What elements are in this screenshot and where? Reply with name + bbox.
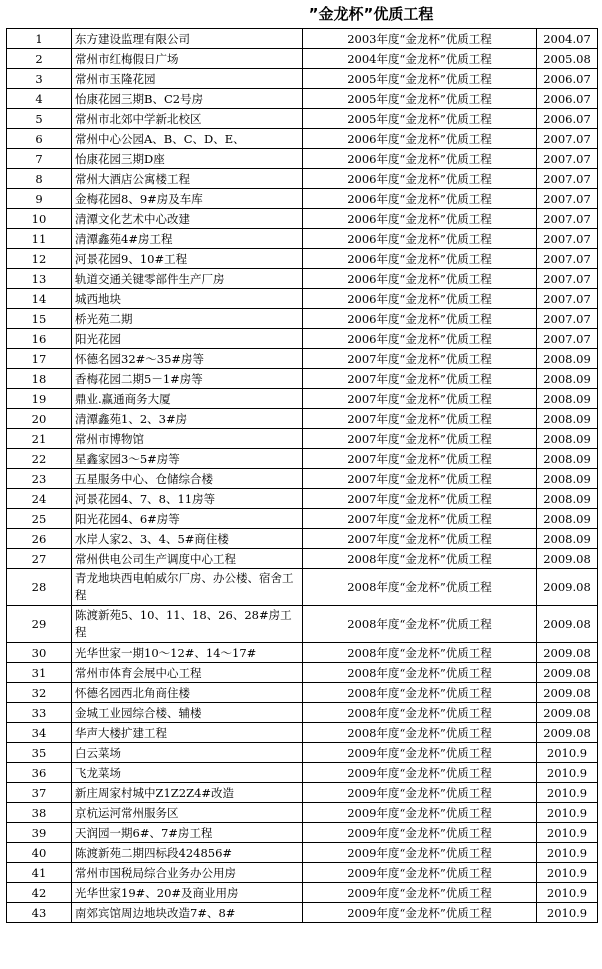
table-row <box>7 449 598 469</box>
table-row <box>7 69 598 89</box>
award-cell: 2008年度“金龙杯”优质工程 <box>303 703 537 723</box>
date-cell: 2007.07 <box>537 329 598 349</box>
award-cell: 2005年度“金龙杯”优质工程 <box>303 69 537 89</box>
row-number-cell: 3 <box>7 69 72 89</box>
row-number-cell: 21 <box>7 429 72 449</box>
table-row <box>7 189 598 209</box>
row-number-cell: 25 <box>7 509 72 529</box>
date-cell: 2009.08 <box>537 703 598 723</box>
date-cell: 2007.07 <box>537 309 598 329</box>
project-name-cell: 五星服务中心、仓储综合楼 <box>72 469 303 489</box>
table-row <box>7 529 598 549</box>
project-name-cell: 怡康花园三期B、C2号房 <box>72 89 303 109</box>
award-cell: 2009年度“金龙杯”优质工程 <box>303 823 537 843</box>
project-name-cell: 常州中心公园A、B、C、D、E、 <box>72 129 303 149</box>
award-cell: 2006年度“金龙杯”优质工程 <box>303 289 537 309</box>
row-number-cell: 33 <box>7 703 72 723</box>
award-cell: 2009年度“金龙杯”优质工程 <box>303 743 537 763</box>
project-name-cell: 京杭运河常州服务区 <box>72 803 303 823</box>
row-number-cell: 15 <box>7 309 72 329</box>
row-number-cell: 42 <box>7 883 72 903</box>
project-name-cell: 清潭文化艺术中心改建 <box>72 209 303 229</box>
award-cell: 2006年度“金龙杯”优质工程 <box>303 209 537 229</box>
row-number-cell: 9 <box>7 189 72 209</box>
table-row <box>7 843 598 863</box>
project-name-cell: 东方建设监理有限公司 <box>72 29 303 49</box>
project-name-cell: 城西地块 <box>72 289 303 309</box>
row-number-cell: 16 <box>7 329 72 349</box>
date-cell: 2004.07 <box>537 29 598 49</box>
date-cell: 2007.07 <box>537 169 598 189</box>
date-cell: 2008.09 <box>537 409 598 429</box>
award-table-body <box>7 29 598 923</box>
row-number-cell: 38 <box>7 803 72 823</box>
table-row <box>7 743 598 763</box>
date-cell: 2010.9 <box>537 843 598 863</box>
table-row <box>7 369 598 389</box>
table-row <box>7 606 598 643</box>
project-name-cell: 陈渡新苑二期四标段424856# <box>72 843 303 863</box>
row-number-cell: 39 <box>7 823 72 843</box>
date-cell: 2010.9 <box>537 883 598 903</box>
row-number-cell: 34 <box>7 723 72 743</box>
date-cell: 2010.9 <box>537 743 598 763</box>
award-cell: 2008年度“金龙杯”优质工程 <box>303 683 537 703</box>
row-number-cell: 28 <box>7 569 72 606</box>
table-row <box>7 269 598 289</box>
award-cell: 2004年度“金龙杯”优质工程 <box>303 49 537 69</box>
project-name-cell: 怀德名园32#～35#房等 <box>72 349 303 369</box>
date-cell: 2007.07 <box>537 209 598 229</box>
table-row <box>7 509 598 529</box>
project-name-cell: 常州市红梅假日广场 <box>72 49 303 69</box>
project-name-cell: 新庄周家村城中Z1Z2Z4#改造 <box>72 783 303 803</box>
date-cell: 2008.09 <box>537 529 598 549</box>
award-cell: 2009年度“金龙杯”优质工程 <box>303 903 537 923</box>
table-row <box>7 469 598 489</box>
row-number-cell: 2 <box>7 49 72 69</box>
table-row <box>7 349 598 369</box>
award-cell: 2007年度“金龙杯”优质工程 <box>303 509 537 529</box>
date-cell: 2008.09 <box>537 489 598 509</box>
row-number-cell: 29 <box>7 606 72 643</box>
award-cell: 2009年度“金龙杯”优质工程 <box>303 763 537 783</box>
award-cell: 2006年度“金龙杯”优质工程 <box>303 309 537 329</box>
row-number-cell: 1 <box>7 29 72 49</box>
award-cell: 2005年度“金龙杯”优质工程 <box>303 109 537 129</box>
award-cell: 2007年度“金龙杯”优质工程 <box>303 349 537 369</box>
date-cell: 2007.07 <box>537 149 598 169</box>
table-row <box>7 643 598 663</box>
table-row <box>7 549 598 569</box>
date-cell: 2007.07 <box>537 289 598 309</box>
table-row <box>7 169 598 189</box>
row-number-cell: 41 <box>7 863 72 883</box>
date-cell: 2009.08 <box>537 663 598 683</box>
project-name-cell: 阳光花园 <box>72 329 303 349</box>
project-name-cell: 桥光苑二期 <box>72 309 303 329</box>
table-row <box>7 289 598 309</box>
project-name-cell: 常州市国税局综合业务办公用房 <box>72 863 303 883</box>
row-number-cell: 6 <box>7 129 72 149</box>
award-cell: 2006年度“金龙杯”优质工程 <box>303 329 537 349</box>
table-row <box>7 783 598 803</box>
project-name-cell: 光华世家一期10～12#、14～17# <box>72 643 303 663</box>
project-name-cell: 青龙地块西电帕威尔厂房、办公楼、宿舍工程 <box>72 569 303 606</box>
project-name-cell: 常州市北郊中学新北校区 <box>72 109 303 129</box>
award-cell: 2007年度“金龙杯”优质工程 <box>303 529 537 549</box>
project-name-cell: 金梅花园8、9#房及车库 <box>72 189 303 209</box>
row-number-cell: 12 <box>7 249 72 269</box>
project-name-cell: 阳光花园4、6#房等 <box>72 509 303 529</box>
award-cell: 2006年度“金龙杯”优质工程 <box>303 149 537 169</box>
project-name-cell: 常州市博物馆 <box>72 429 303 449</box>
date-cell: 2008.09 <box>537 509 598 529</box>
project-name-cell: 白云菜场 <box>72 743 303 763</box>
date-cell: 2009.08 <box>537 606 598 643</box>
project-name-cell: 常州供电公司生产调度中心工程 <box>72 549 303 569</box>
award-cell: 2008年度“金龙杯”优质工程 <box>303 663 537 683</box>
table-row <box>7 489 598 509</box>
row-number-cell: 7 <box>7 149 72 169</box>
table-row <box>7 109 598 129</box>
award-cell: 2006年度“金龙杯”优质工程 <box>303 229 537 249</box>
table-row <box>7 683 598 703</box>
award-cell: 2005年度“金龙杯”优质工程 <box>303 89 537 109</box>
row-number-cell: 23 <box>7 469 72 489</box>
date-cell: 2006.07 <box>537 69 598 89</box>
project-name-cell: 常州市体育会展中心工程 <box>72 663 303 683</box>
project-name-cell: 常州市玉隆花园 <box>72 69 303 89</box>
award-cell: 2009年度“金龙杯”优质工程 <box>303 783 537 803</box>
date-cell: 2010.9 <box>537 823 598 843</box>
table-row <box>7 863 598 883</box>
date-cell: 2007.07 <box>537 189 598 209</box>
date-cell: 2008.09 <box>537 369 598 389</box>
table-row <box>7 409 598 429</box>
date-cell: 2008.09 <box>537 449 598 469</box>
date-cell: 2008.09 <box>537 349 598 369</box>
row-number-cell: 10 <box>7 209 72 229</box>
row-number-cell: 18 <box>7 369 72 389</box>
row-number-cell: 40 <box>7 843 72 863</box>
project-name-cell: 常州大酒店公寓楼工程 <box>72 169 303 189</box>
date-cell: 2010.9 <box>537 903 598 923</box>
row-number-cell: 19 <box>7 389 72 409</box>
date-cell: 2007.07 <box>537 129 598 149</box>
award-cell: 2007年度“金龙杯”优质工程 <box>303 369 537 389</box>
project-name-cell: 清潭鑫苑1、2、3#房 <box>72 409 303 429</box>
date-cell: 2008.09 <box>537 429 598 449</box>
table-row <box>7 429 598 449</box>
award-cell: 2006年度“金龙杯”优质工程 <box>303 169 537 189</box>
project-name-cell: 水岸人家2、3、4、5#商住楼 <box>72 529 303 549</box>
table-row <box>7 723 598 743</box>
date-cell: 2008.09 <box>537 389 598 409</box>
row-number-cell: 30 <box>7 643 72 663</box>
table-row <box>7 209 598 229</box>
award-cell: 2008年度“金龙杯”优质工程 <box>303 723 537 743</box>
row-number-cell: 8 <box>7 169 72 189</box>
row-number-cell: 27 <box>7 549 72 569</box>
project-name-cell: 南郊宾馆周边地块改造7#、8# <box>72 903 303 923</box>
row-number-cell: 17 <box>7 349 72 369</box>
date-cell: 2007.07 <box>537 229 598 249</box>
award-cell: 2008年度“金龙杯”优质工程 <box>303 606 537 643</box>
date-cell: 2008.09 <box>537 469 598 489</box>
award-cell: 2009年度“金龙杯”优质工程 <box>303 883 537 903</box>
date-cell: 2009.08 <box>537 569 598 606</box>
project-name-cell: 陈渡新苑5、10、11、18、26、28#房工程 <box>72 606 303 643</box>
table-row <box>7 663 598 683</box>
row-number-cell: 20 <box>7 409 72 429</box>
award-cell: 2003年度“金龙杯”优质工程 <box>303 29 537 49</box>
project-name-cell: 清潭鑫苑4#房工程 <box>72 229 303 249</box>
project-name-cell: 怡康花园三期D座 <box>72 149 303 169</box>
table-row <box>7 309 598 329</box>
award-table <box>6 28 598 923</box>
award-cell: 2007年度“金龙杯”优质工程 <box>303 409 537 429</box>
row-number-cell: 24 <box>7 489 72 509</box>
date-cell: 2007.07 <box>537 269 598 289</box>
table-row <box>7 229 598 249</box>
project-name-cell: 怀德名园西北角商住楼 <box>72 683 303 703</box>
row-number-cell: 14 <box>7 289 72 309</box>
date-cell: 2009.08 <box>537 723 598 743</box>
award-cell: 2008年度“金龙杯”优质工程 <box>303 569 537 606</box>
row-number-cell: 26 <box>7 529 72 549</box>
award-cell: 2006年度“金龙杯”优质工程 <box>303 269 537 289</box>
date-cell: 2009.08 <box>537 643 598 663</box>
date-cell: 2005.08 <box>537 49 598 69</box>
project-name-cell: 鼎业.赢通商务大厦 <box>72 389 303 409</box>
award-cell: 2007年度“金龙杯”优质工程 <box>303 429 537 449</box>
row-number-cell: 35 <box>7 743 72 763</box>
table-row <box>7 823 598 843</box>
row-number-cell: 5 <box>7 109 72 129</box>
table-row <box>7 763 598 783</box>
award-cell: 2007年度“金龙杯”优质工程 <box>303 389 537 409</box>
project-name-cell: 光华世家19#、20#及商业用房 <box>72 883 303 903</box>
table-row <box>7 89 598 109</box>
project-name-cell: 香梅花园二期5－1#房等 <box>72 369 303 389</box>
row-number-cell: 37 <box>7 783 72 803</box>
row-number-cell: 11 <box>7 229 72 249</box>
project-name-cell: 金城工业园综合楼、辅楼 <box>72 703 303 723</box>
row-number-cell: 43 <box>7 903 72 923</box>
table-row <box>7 149 598 169</box>
table-row <box>7 49 598 69</box>
project-name-cell: 河景花园9、10#工程 <box>72 249 303 269</box>
award-cell: 2007年度“金龙杯”优质工程 <box>303 489 537 509</box>
row-number-cell: 4 <box>7 89 72 109</box>
project-name-cell: 星鑫家园3～5#房等 <box>72 449 303 469</box>
date-cell: 2010.9 <box>537 783 598 803</box>
table-row <box>7 29 598 49</box>
table-row <box>7 883 598 903</box>
row-number-cell: 22 <box>7 449 72 469</box>
award-cell: 2009年度“金龙杯”优质工程 <box>303 803 537 823</box>
row-number-cell: 31 <box>7 663 72 683</box>
row-number-cell: 36 <box>7 763 72 783</box>
award-cell: 2007年度“金龙杯”优质工程 <box>303 449 537 469</box>
award-cell: 2006年度“金龙杯”优质工程 <box>303 189 537 209</box>
award-cell: 2008年度“金龙杯”优质工程 <box>303 643 537 663</box>
award-cell: 2008年度“金龙杯”优质工程 <box>303 549 537 569</box>
table-row <box>7 703 598 723</box>
date-cell: 2010.9 <box>537 803 598 823</box>
table-row <box>7 903 598 923</box>
award-cell: 2009年度“金龙杯”优质工程 <box>303 843 537 863</box>
date-cell: 2010.9 <box>537 763 598 783</box>
date-cell: 2009.08 <box>537 683 598 703</box>
date-cell: 2007.07 <box>537 249 598 269</box>
project-name-cell: 河景花园4、7、8、11房等 <box>72 489 303 509</box>
table-row <box>7 329 598 349</box>
award-cell: 2007年度“金龙杯”优质工程 <box>303 469 537 489</box>
row-number-cell: 13 <box>7 269 72 289</box>
project-name-cell: 华声大楼扩建工程 <box>72 723 303 743</box>
award-cell: 2006年度“金龙杯”优质工程 <box>303 129 537 149</box>
row-number-cell: 32 <box>7 683 72 703</box>
project-name-cell: 飞龙菜场 <box>72 763 303 783</box>
table-row <box>7 389 598 409</box>
award-cell: 2009年度“金龙杯”优质工程 <box>303 863 537 883</box>
table-row <box>7 129 598 149</box>
project-name-cell: 天润园一期6#、7#房工程 <box>72 823 303 843</box>
project-name-cell: 轨道交通关键零部件生产厂房 <box>72 269 303 289</box>
table-row <box>7 249 598 269</box>
award-cell: 2006年度“金龙杯”优质工程 <box>303 249 537 269</box>
date-cell: 2006.07 <box>537 109 598 129</box>
page-title: ”金龙杯”优质工程 <box>308 5 434 23</box>
date-cell: 2009.08 <box>537 549 598 569</box>
date-cell: 2010.9 <box>537 863 598 883</box>
table-row <box>7 569 598 606</box>
date-cell: 2006.07 <box>537 89 598 109</box>
table-row <box>7 803 598 823</box>
